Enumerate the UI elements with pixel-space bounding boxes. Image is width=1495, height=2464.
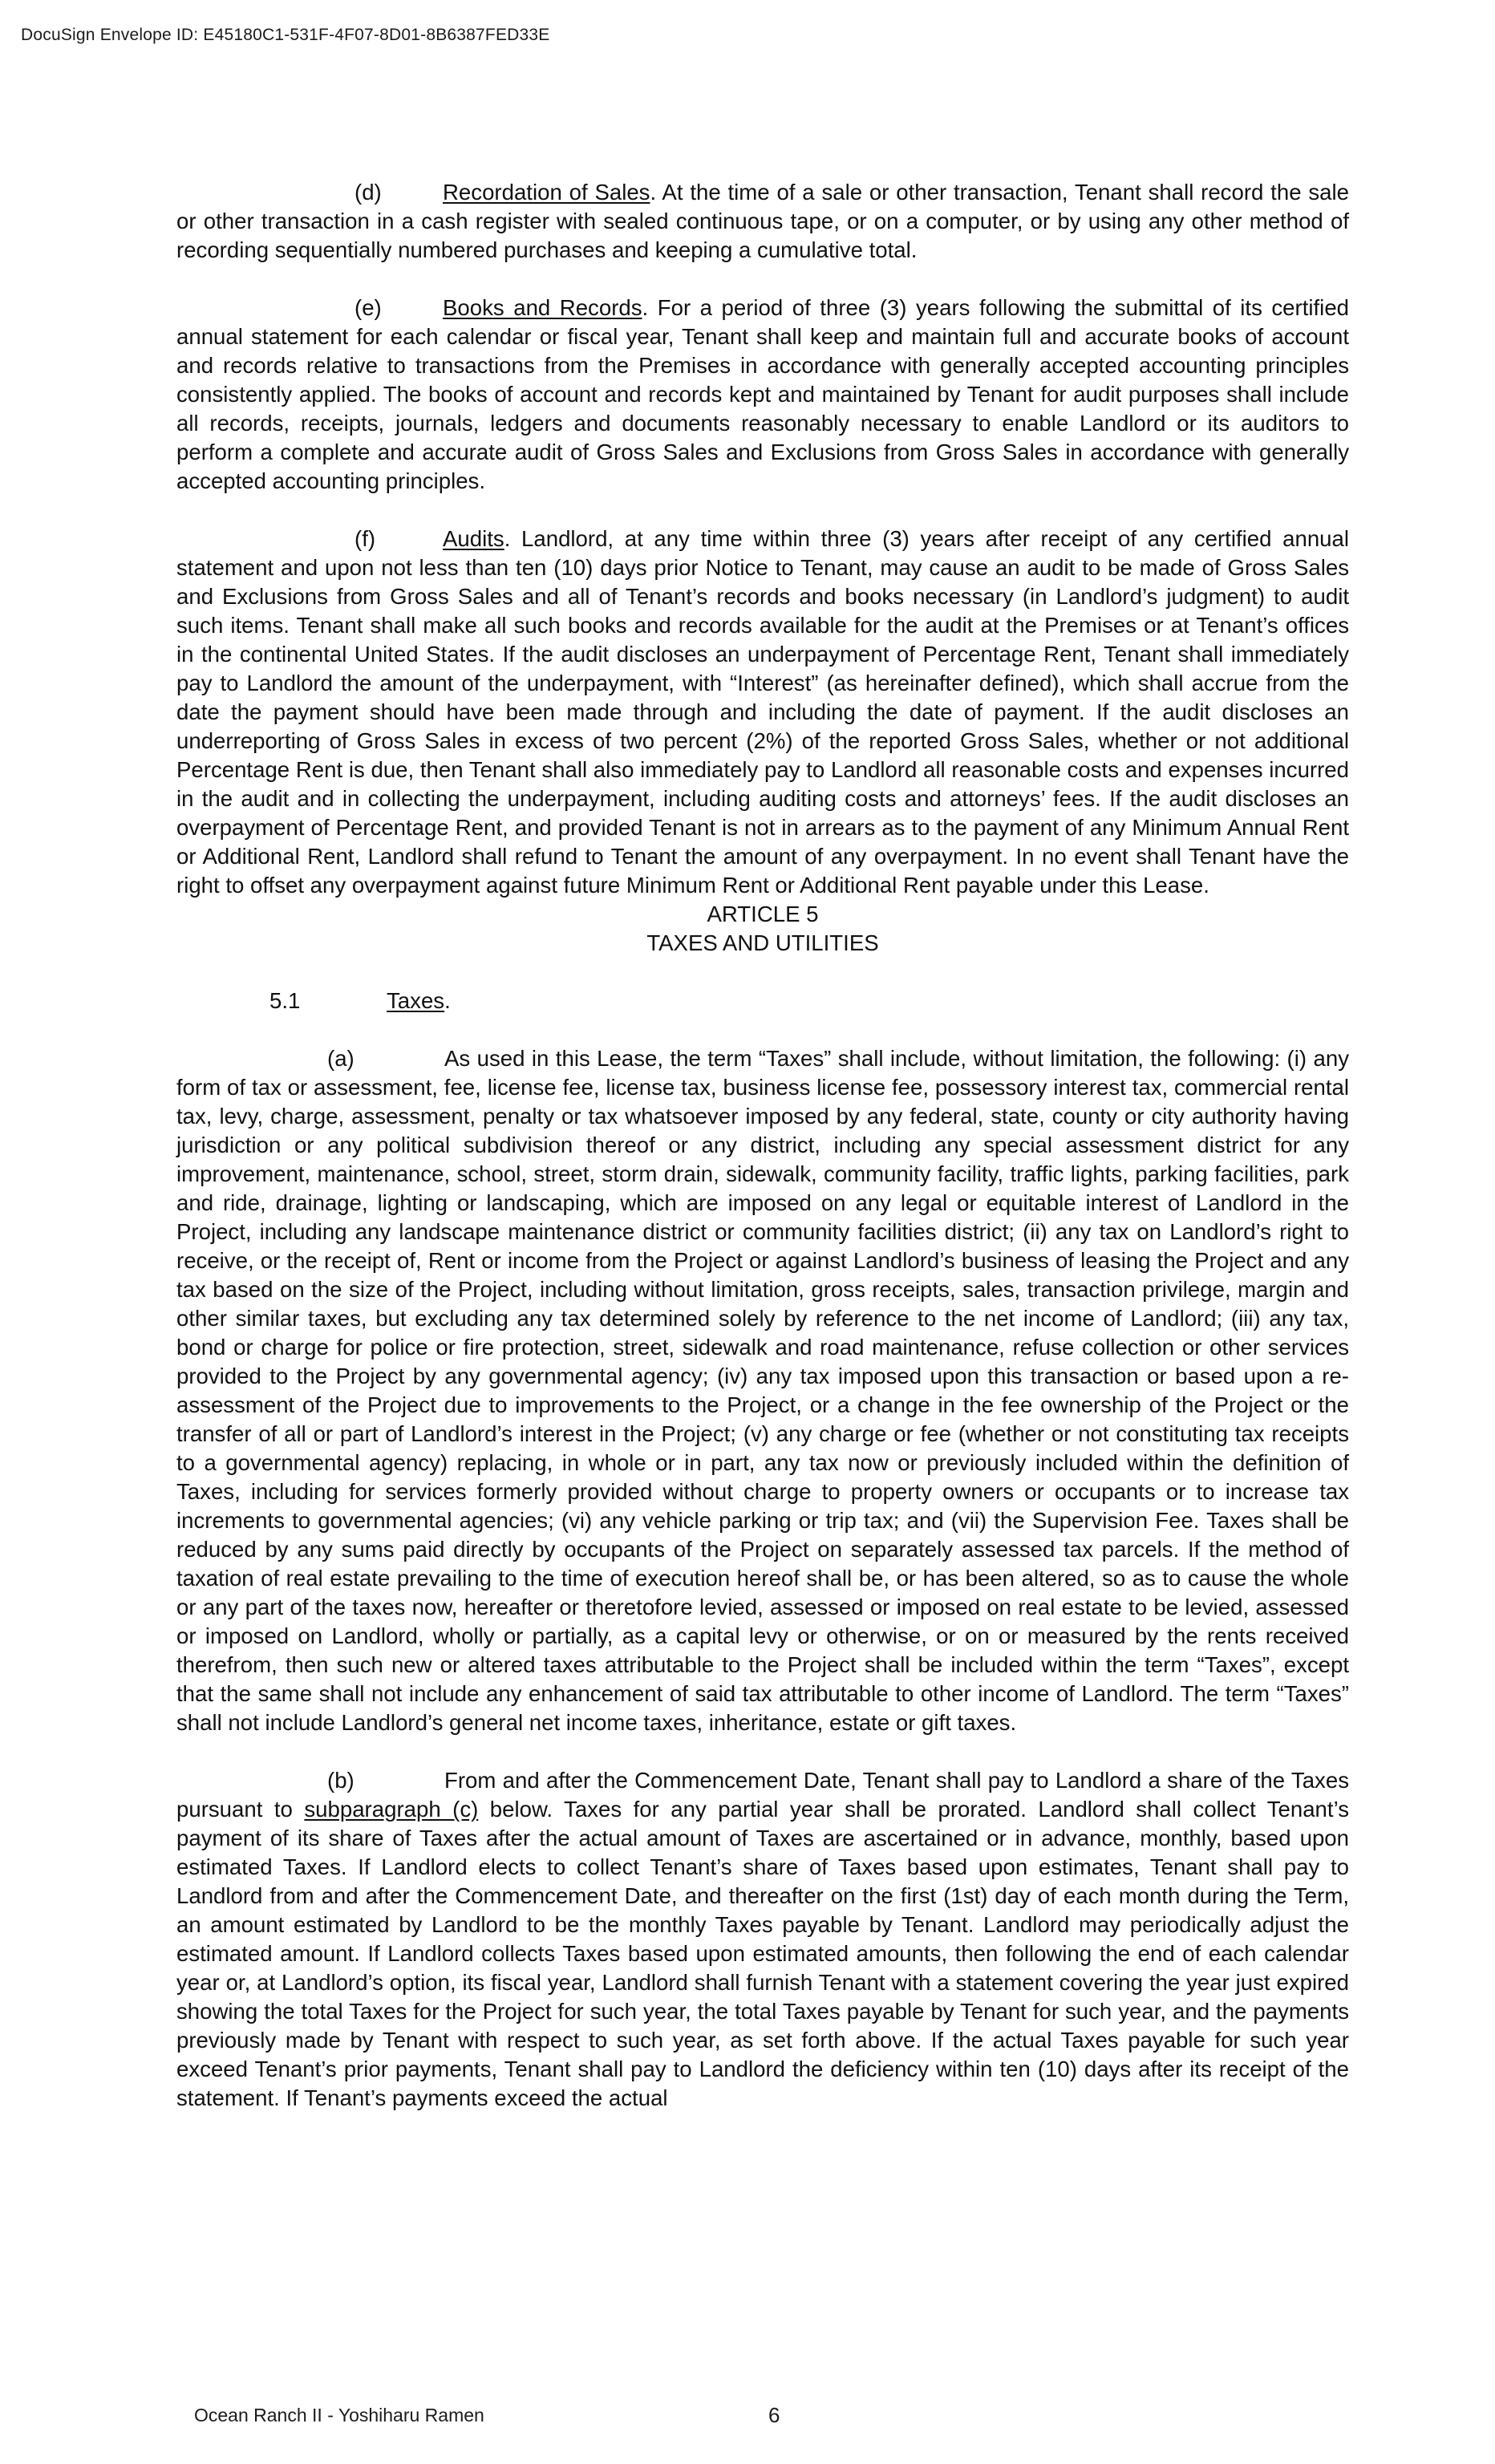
footer-document-title: Ocean Ranch II - Yoshiharu Ramen [194, 2405, 484, 2426]
article-number: ARTICLE 5 [707, 902, 819, 926]
section-5-1-heading: Taxes [387, 988, 445, 1013]
paragraph-e-text: . For a period of three (3) years following the submittal of its certified annual statement for each calendar or fiscal year, Tenant shall keep and maintain full and accurate books of account and records relative to transactions from the Premises in accordance with generally accepted accounting principles consistently applied. The books of account and records kept and maintained by Tenant for audit purposes shall include all records, receipts, journals, ledgers and documents reasonably necessary to enable Landlord or its auditors to perform a complete and accurate audit of Gross Sales and Exclusions from Gross Sales in accordance with generally accepted accounting principles. [176, 295, 1350, 493]
paragraph-f-heading: Audits [443, 526, 504, 551]
paragraph-d-label: (d) [355, 180, 382, 205]
section-5-1-heading-end: . [444, 988, 451, 1013]
article-title: TAXES AND UTILITIES [646, 930, 879, 955]
subparagraph-a-text: As used in this Lease, the term “Taxes” shall include, without limitation, the following: (i) any form of tax or assessment, fee, license fee, license tax, business license fee, possessory interest tax, commercial rental tax, levy, charge, assessment, penalty or tax whatsoever imposed by any federal, state, county or city authority having jurisdiction or any political subdivision thereof or any district, including any special assessment district for any improvement, maintenance, school, street, storm drain, sidewalk, community facility, traffic lights, parking facilities, park and ride, drainage, lighting or landscaping, which are imposed on any legal or equitable interest of Landlord in the Project, including any landscape maintenance district or community facilities district; (ii) any tax on Landlord’s right to receive, or the receipt of, Rent or income from the Project or against Landlord’s business of leasing the Project and any tax based on the size of the Project, including without limitation, gross receipts, sales, transaction privilege, margin and other similar taxes, but excluding any tax determined solely by reference to the net income of Landlord; (iii) any tax, bond or charge for police or fire protection, street, sidewalk and road maintenance, refuse collection or other services provided to the Project by any governmental agency; (iv) any tax imposed upon this transaction or based upon a re-assessment of the Project due to improvements to the Project, or a change in the fee ownership of the Project or the transfer of all or part of Landlord’s interest in the Project; (v) any charge or fee (whether or not constituting tax receipts to a governmental agency) replacing, in whole or in part, any tax now or previously included within the definition of Taxes, including for services formerly provided without charge to property owners or occupants or to increase tax increments to governmental agencies; (vi) any vehicle parking or trip tax; and (vii) the Supervision Fee. Taxes shall be reduced by any sums paid directly by occupants of the Project on separately assessed tax parcels. If the method of taxation of real estate prevailing to the time of execution hereof shall be, or has been altered, so as to cause the whole or any part of the taxes now, hereafter or theretofore levied, assessed or imposed on real estate to be levied, assessed or imposed on Landlord, wholly or partially, as a capital levy or otherwise, or on or measured by the rents received therefrom, then such new or altered taxes attributable to the Project shall be included within the term “Taxes”, except that the same shall not include any enhancement of said tax attributable to other income of Landlord. The term “Taxes” shall not include Landlord’s general net income taxes, inheritance, estate or gift taxes. [176, 1046, 1349, 1735]
section-5-1-number: 5.1 [269, 988, 301, 1013]
subparagraph-b-label: (b) [327, 1768, 355, 1793]
paragraph-d [176, 178, 1349, 265]
subparagraph-b [176, 1766, 1349, 2113]
subparagraph-b-text-after: below. Taxes for any partial year shall be prorated. Landlord shall collect Tenant’s payment of its share of Taxes after the actual amount of Taxes are ascertained or in advance, monthly, based upon estimated Taxes. If Landlord elects to collect Tenant’s share of Taxes based upon estimates, Tenant shall pay to Landlord from and after the Commencement Date, and thereafter on the first (1st) day of each month during the Term, an amount estimated by Landlord to be the monthly Taxes payable by Tenant. Landlord may periodically adjust the estimated amount. If Landlord collects Taxes based upon estimated amounts, then following the end of each calendar year or, at Landlord’s option, its fiscal year, Landlord shall furnish Tenant with a statement covering the year just expired showing the total Taxes for the Project for such year, the total Taxes payable by Tenant for such year, and the payments previously made by Tenant with respect to such year, as set forth above. If the actual Taxes payable for such year exceed Tenant’s prior payments, Tenant shall pay to Landlord the deficiency within ten (10) days after its receipt of the statement. If Tenant’s payments exceed the actual [176, 1797, 1349, 2110]
paragraph-d-text: . At the time of a sale or other transaction, Tenant shall record the sale or other transaction in a cash register with sealed continuous tape, or on a computer, or by using any other method of recording sequentially numbered purchases and keeping a cumulative total. [176, 180, 1349, 262]
paragraph-f [176, 525, 1349, 900]
docusign-envelope-id: DocuSign Envelope ID: E45180C1-531F-4F07-8D01-8B6387FED33E [21, 26, 550, 44]
paragraph-d-heading: Recordation of Sales [443, 180, 650, 205]
paragraph-f-label: (f) [355, 526, 376, 551]
paragraph-e-label: (e) [355, 295, 382, 320]
subparagraph-a-label: (a) [327, 1046, 355, 1071]
paragraph-f-text: . Landlord, at any time within three (3) years after receipt of any certified annual statement and upon not less than ten (10) days prior Notice to Tenant, may cause an audit to be made of Gross Sales and Exclusions from Gross Sales and all of Tenant’s records and books necessary (in Landlord’s judgment) to audit such items. Tenant shall make all such books and records available for the audit at the Premises or at Tenant’s offices in the continental United States. If the audit discloses an underpayment of Percentage Rent, Tenant shall immediately pay to Landlord the amount of the underpayment, with “Interest” (as hereinafter defined), which shall accrue from the date the payment should have been made through and including the date of payment. If the audit discloses an underreporting of Gross Sales in excess of two percent (2%) of the reported Gross Sales, whether or not additional Percentage Rent is due, then Tenant shall also immediately pay to Landlord all reasonable costs and expenses incurred in the audit and in collecting the underpayment, including auditing costs and attorneys’ fees. If the audit discloses an overpayment of Percentage Rent, and provided Tenant is not in arrears as to the payment of any Minimum Annual Rent or Additional Rent, Landlord shall refund to Tenant the amount of any overpayment. In no event shall Tenant have the right to offset any overpayment against future Minimum Rent or Additional Rent payable under this Lease. [176, 526, 1349, 898]
paragraph-e [176, 294, 1349, 496]
paragraph-e-heading: Books and Records [443, 295, 642, 320]
subparagraph-b-text-before: From and after the Commencement Date, Tenant shall pay to Landlord a share of the Taxes pursuant to [176, 1768, 1349, 1822]
section-5-1 [176, 987, 1349, 1015]
document-body [176, 178, 1349, 2113]
subparagraph-c-reference: subparagraph (c) [304, 1797, 479, 1822]
page-number: 6 [768, 2403, 780, 2427]
subparagraph-a [176, 1044, 1349, 1737]
